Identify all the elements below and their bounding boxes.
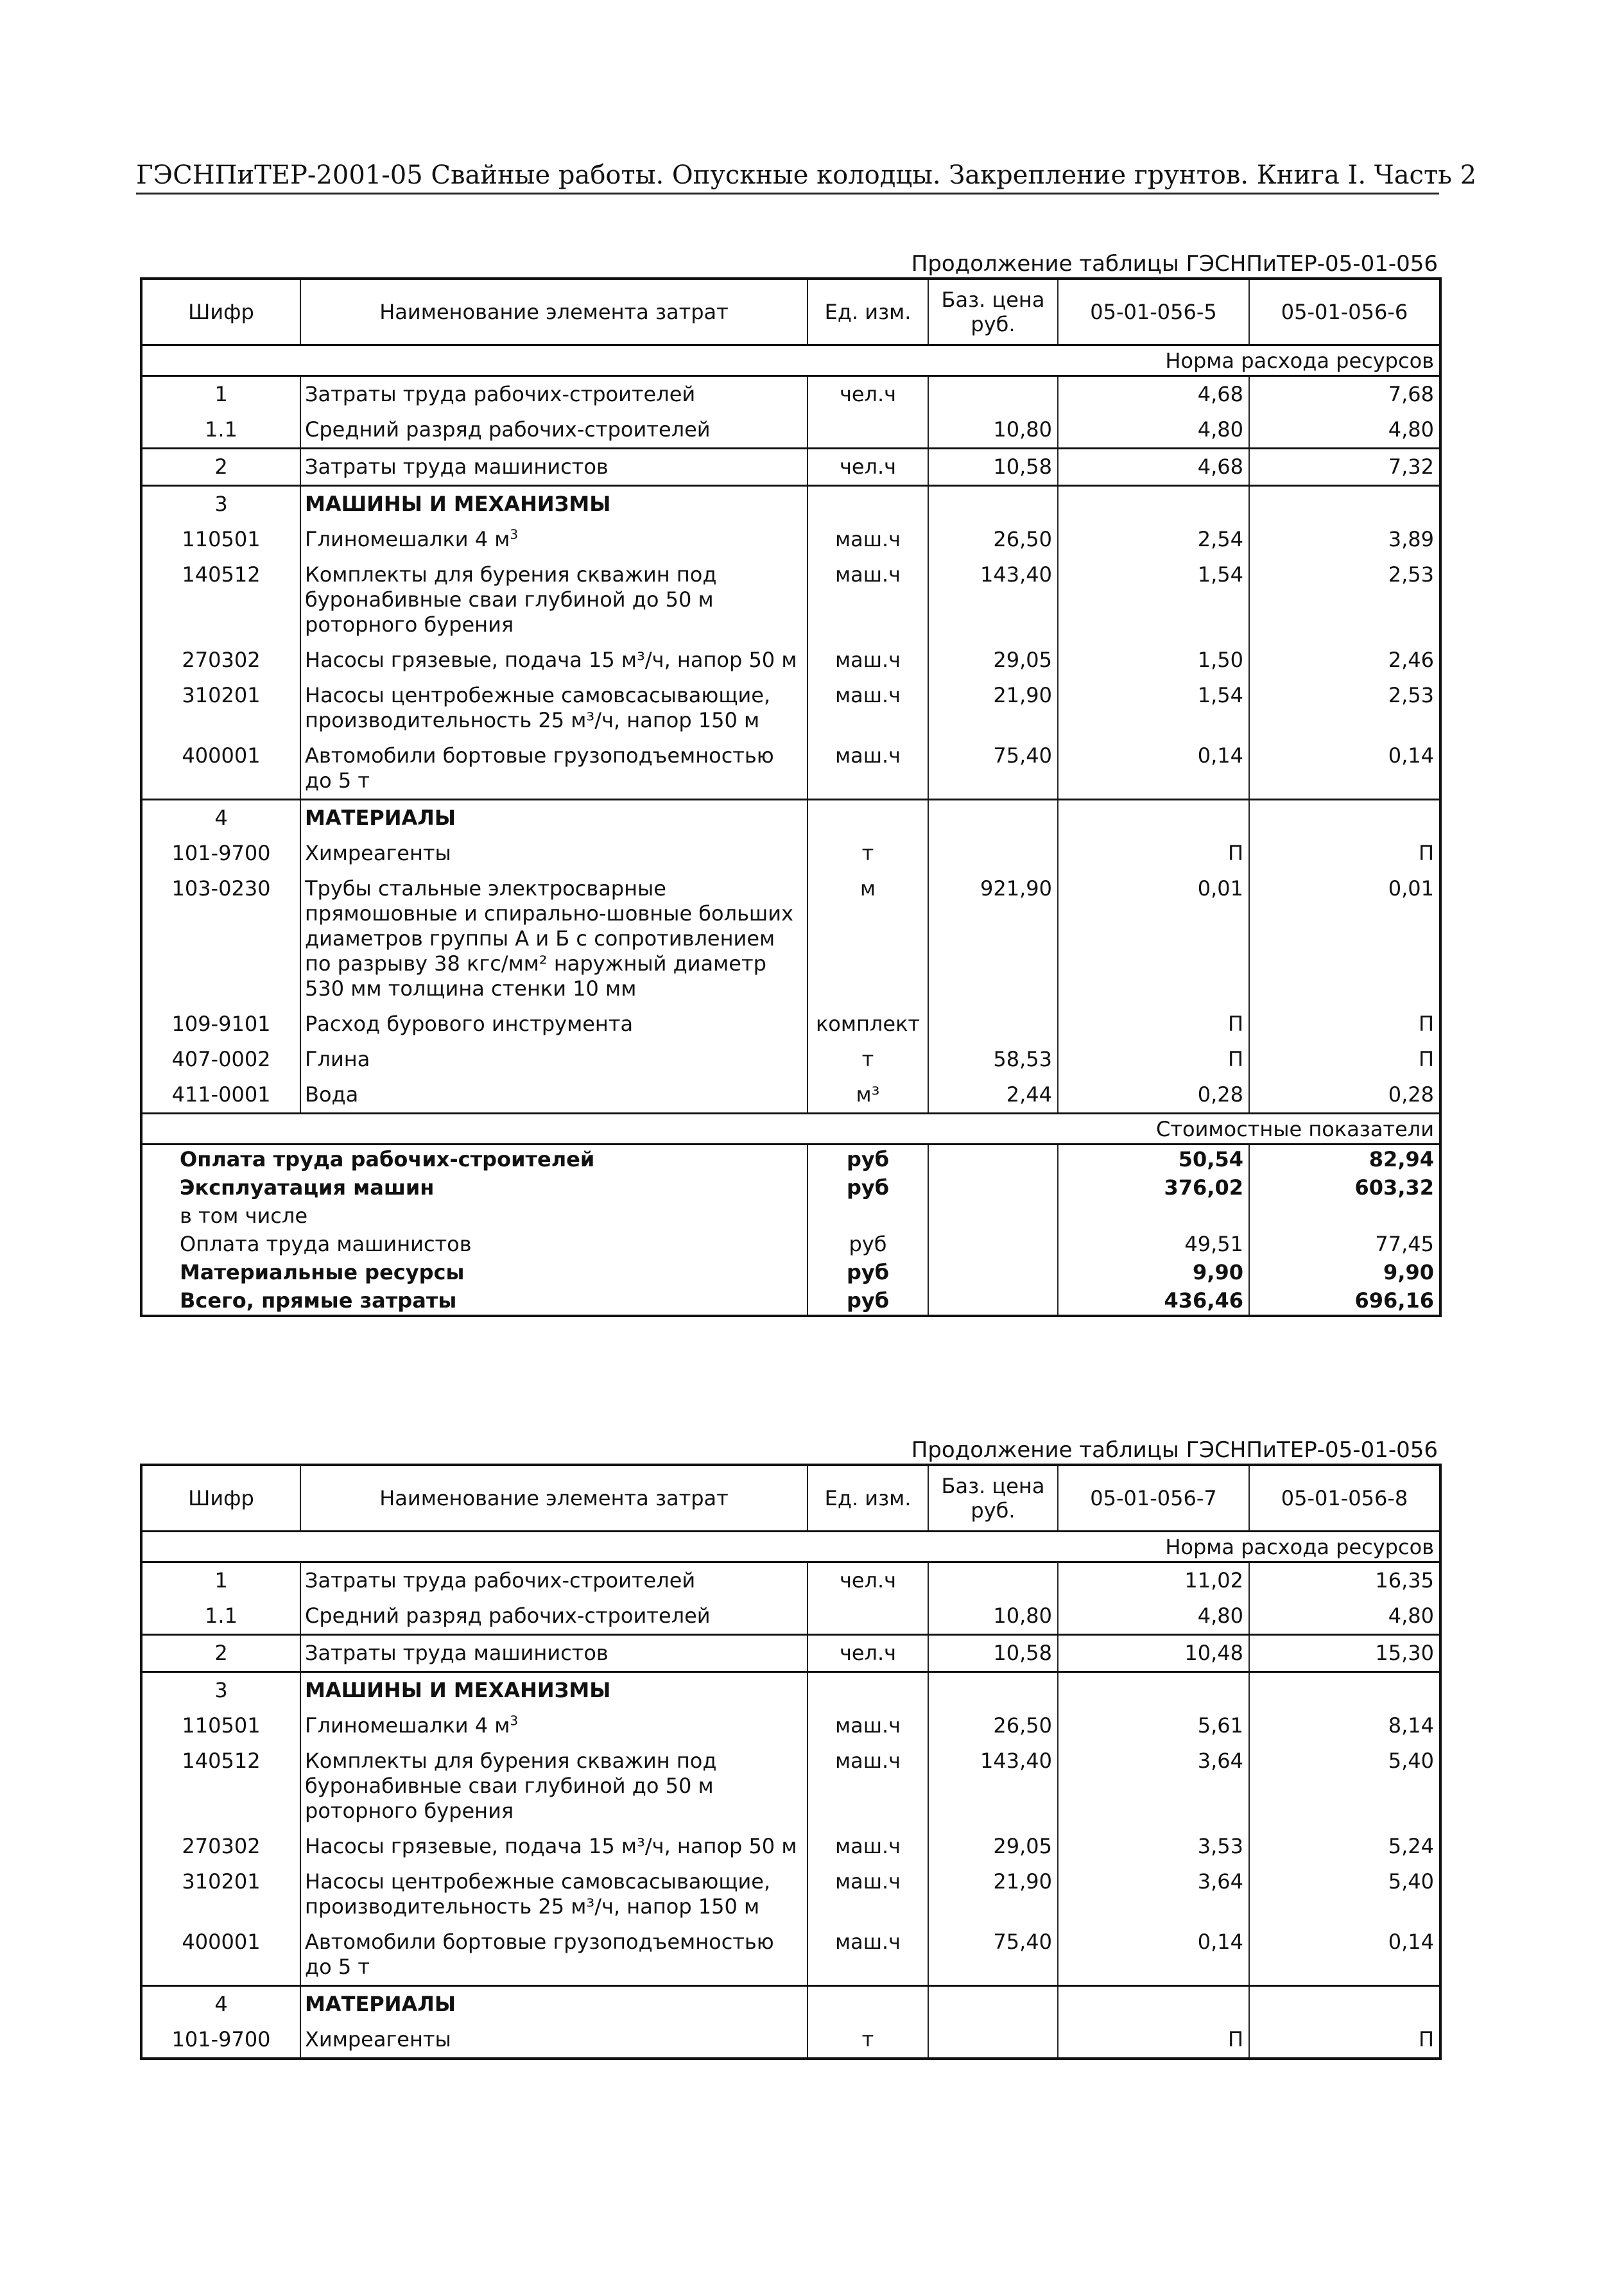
table-row xyxy=(141,1598,1440,1635)
row-name: Химреагенты xyxy=(300,2022,808,2059)
row-unit: маш.ч xyxy=(808,557,928,643)
section-label: Норма расхода ресурсов xyxy=(141,1532,1440,1562)
table-row xyxy=(141,871,1440,1007)
row-value-1: П xyxy=(1058,1007,1249,1042)
row-name: Химреагенты xyxy=(300,836,808,871)
row-price xyxy=(928,800,1058,836)
row-price: 21,90 xyxy=(928,1864,1058,1924)
table-row xyxy=(141,557,1440,643)
row-code: 101-9700 xyxy=(171,841,271,865)
cost-value-2: 82,94 xyxy=(1249,1145,1440,1174)
row-value-2: 0,01 xyxy=(1249,871,1440,1007)
row-name: МАШИНЫ И МЕХАНИЗМЫ xyxy=(300,1672,808,1709)
row-value-1: П xyxy=(1058,836,1249,871)
cost-name: Материальные ресурсы xyxy=(180,1260,465,1284)
row-name: Глиномешалки 4 $м^3$ xyxy=(300,522,808,557)
row-value-2: П xyxy=(1249,1007,1440,1042)
cost-unit: руб xyxy=(808,1173,928,1202)
row-price xyxy=(928,376,1058,413)
row-value-2: 15,30 xyxy=(1249,1635,1440,1672)
row-code: 1.1 xyxy=(205,417,238,442)
section-label: Стоимостные показатели xyxy=(141,1114,1440,1145)
row-value-1: П xyxy=(1058,1042,1249,1077)
table-row xyxy=(141,643,1440,678)
cost-price xyxy=(928,1286,1058,1316)
row-value-2: 5,40 xyxy=(1249,1864,1440,1924)
row-value-1: 4,80 xyxy=(1058,412,1249,449)
cost-row xyxy=(141,1230,1440,1258)
col-header-name: Наименование элемента затрат xyxy=(300,1465,808,1532)
row-name: Вода xyxy=(300,1077,808,1114)
row-value-2: 7,68 xyxy=(1249,376,1440,413)
row-value-2: П xyxy=(1249,836,1440,871)
col-header-c1: 05-01-056-7 xyxy=(1058,1465,1249,1532)
row-value-2: 0,28 xyxy=(1249,1077,1440,1114)
cost-price xyxy=(928,1145,1058,1174)
row-value-2: 0,14 xyxy=(1249,1924,1440,1986)
row-code: 310201 xyxy=(182,1869,261,1894)
row-price: 75,40 xyxy=(928,738,1058,800)
row-value-2 xyxy=(1249,800,1440,836)
table-row xyxy=(141,1562,1440,1599)
row-name: Средний разряд рабочих-строителей xyxy=(300,1598,808,1635)
row-value-2: 2,53 xyxy=(1249,557,1440,643)
row-name: Трубы стальные электросварные прямошовные и спирально-шовные больших диаметров группы А и Б с сопротивлением по разрыву 38 кгс/мм² наружный диаметр 530 мм толщина стенки 10 мм xyxy=(300,871,808,1007)
row-value-2: 4,80 xyxy=(1249,1598,1440,1635)
cost-unit: руб xyxy=(808,1230,928,1258)
table-row xyxy=(141,738,1440,800)
row-value-2 xyxy=(1249,1672,1440,1709)
row-value-1: 0,14 xyxy=(1058,1924,1249,1986)
cost-price xyxy=(928,1258,1058,1286)
row-price: 10,58 xyxy=(928,1635,1058,1672)
cost-value-2: 77,45 xyxy=(1249,1230,1440,1258)
cost-value-1: 49,51 xyxy=(1058,1230,1249,1258)
row-name: Насосы грязевые, подача 15 м³/ч, напор 50 м xyxy=(300,1829,808,1864)
row-unit xyxy=(808,486,928,523)
cost-row xyxy=(141,1258,1440,1286)
row-value-1 xyxy=(1058,486,1249,523)
row-name: Автомобили бортовые грузоподъемностью до 5 т xyxy=(300,738,808,800)
row-unit: чел.ч xyxy=(808,1635,928,1672)
row-unit: чел.ч xyxy=(808,1562,928,1599)
row-code: 101-9700 xyxy=(171,2027,271,2052)
row-code: 4 xyxy=(141,1986,300,2023)
row-unit: маш.ч xyxy=(808,643,928,678)
row-name: Расход бурового инструмента xyxy=(300,1007,808,1042)
row-unit: маш.ч xyxy=(808,1708,928,1743)
row-code: 411-0001 xyxy=(171,1082,271,1107)
row-price: 29,05 xyxy=(928,1829,1058,1864)
cost-name: Оплата труда машинистов xyxy=(180,1232,472,1256)
row-unit xyxy=(808,1986,928,2023)
cost-name: Оплата труда рабочих-строителей xyxy=(180,1147,595,1171)
table-row xyxy=(141,1708,1440,1743)
row-code: 4 xyxy=(141,800,300,836)
section-label: Норма расхода ресурсов xyxy=(141,345,1440,376)
row-unit: чел.ч xyxy=(808,376,928,413)
row-code: 109-9101 xyxy=(171,1012,271,1036)
row-value-2: 5,40 xyxy=(1249,1743,1440,1829)
row-value-1: 1,54 xyxy=(1058,557,1249,643)
row-price: 2,44 xyxy=(928,1077,1058,1114)
superscript-3: 3 xyxy=(510,526,519,542)
row-price xyxy=(928,1007,1058,1042)
row-unit: комплект xyxy=(808,1007,928,1042)
row-name: МАТЕРИАЛЫ xyxy=(300,800,808,836)
row-code: 103-0230 xyxy=(171,876,271,901)
row-name: Комплекты для бурения скважин под буронабивные сваи глубиной до 50 м роторного бурения xyxy=(300,557,808,643)
row-name: Затраты труда рабочих-строителей xyxy=(300,376,808,413)
row-code: 3 xyxy=(141,486,300,523)
table-row xyxy=(141,1986,1440,2023)
row-code: 400001 xyxy=(182,743,261,768)
row-code: 270302 xyxy=(182,1834,261,1858)
row-value-1: 0,28 xyxy=(1058,1077,1249,1114)
row-name: Насосы центробежные самовсасывающие, производительность 25 м³/ч, напор 150 м xyxy=(300,1864,808,1924)
row-unit: м³ xyxy=(808,1077,928,1114)
cost-name: Всего, прямые затраты xyxy=(180,1288,457,1313)
row-name: Комплекты для бурения скважин под буронабивные сваи глубиной до 50 м роторного бурения xyxy=(300,1743,808,1829)
row-unit: м xyxy=(808,871,928,1007)
row-price: 26,50 xyxy=(928,522,1058,557)
table-row xyxy=(141,486,1440,523)
row-price xyxy=(928,836,1058,871)
row-unit: маш.ч xyxy=(808,522,928,557)
row-price xyxy=(928,1672,1058,1709)
cost-value-1: 9,90 xyxy=(1058,1258,1249,1286)
table-row xyxy=(141,2022,1440,2059)
row-value-1: 1,54 xyxy=(1058,678,1249,738)
row-name: Насосы грязевые, подача 15 м³/ч, напор 50 м xyxy=(300,643,808,678)
table-row xyxy=(141,1924,1440,1986)
row-price: 75,40 xyxy=(928,1924,1058,1986)
row-price xyxy=(928,486,1058,523)
table-row xyxy=(141,1007,1440,1042)
row-name: Автомобили бортовые грузоподъемностью до 5 т xyxy=(300,1924,808,1986)
row-price: 21,90 xyxy=(928,678,1058,738)
row-unit xyxy=(808,1598,928,1635)
row-unit xyxy=(808,1672,928,1709)
table-block-2 xyxy=(140,1437,1439,2060)
row-value-1: 0,01 xyxy=(1058,871,1249,1007)
col-header-code: Шифр xyxy=(141,1465,300,1532)
row-price: 921,90 xyxy=(928,871,1058,1007)
cost-name: в том числе xyxy=(180,1204,307,1228)
table-row xyxy=(141,1672,1440,1709)
cost-value-1: 376,02 xyxy=(1058,1173,1249,1202)
header-rule xyxy=(136,193,1439,194)
row-price: 10,58 xyxy=(928,449,1058,486)
row-value-2: 16,35 xyxy=(1249,1562,1440,1599)
cost-value-1: 50,54 xyxy=(1058,1145,1249,1174)
row-unit: т xyxy=(808,1042,928,1077)
col-header-name: Наименование элемента затрат xyxy=(300,279,808,345)
row-name: Насосы центробежные самовсасывающие, производительность 25 м³/ч, напор 150 м xyxy=(300,678,808,738)
row-name: Затраты труда машинистов xyxy=(300,449,808,486)
row-price: 143,40 xyxy=(928,1743,1058,1829)
row-value-2: 7,32 xyxy=(1249,449,1440,486)
row-value-2: 4,80 xyxy=(1249,412,1440,449)
cost-name: Эксплуатация машин xyxy=(180,1175,435,1200)
table-row xyxy=(141,1077,1440,1114)
table-row xyxy=(141,449,1440,486)
row-price: 10,80 xyxy=(928,1598,1058,1635)
row-name: МАШИНЫ И МЕХАНИЗМЫ xyxy=(300,486,808,523)
row-value-1: 4,80 xyxy=(1058,1598,1249,1635)
row-code: 1 xyxy=(214,1568,228,1593)
col-header-code: Шифр xyxy=(141,279,300,345)
row-value-1 xyxy=(1058,1986,1249,2023)
row-code: 2 xyxy=(141,449,300,486)
row-price xyxy=(928,2022,1058,2059)
section-row xyxy=(141,345,1440,376)
table-row xyxy=(141,412,1440,449)
row-name: МАТЕРИАЛЫ xyxy=(300,1986,808,2023)
cost-unit: руб xyxy=(808,1286,928,1316)
row-code: 270302 xyxy=(182,648,261,672)
row-value-1: 3,64 xyxy=(1058,1864,1249,1924)
row-value-2: 3,89 xyxy=(1249,522,1440,557)
row-price xyxy=(928,1562,1058,1599)
col-header-unit: Ед. изм. xyxy=(808,279,928,345)
row-price: 58,53 xyxy=(928,1042,1058,1077)
cost-unit: руб xyxy=(808,1145,928,1174)
row-value-2: 8,14 xyxy=(1249,1708,1440,1743)
row-value-1: 2,54 xyxy=(1058,522,1249,557)
row-unit: маш.ч xyxy=(808,1743,928,1829)
col-header-unit: Ед. изм. xyxy=(808,1465,928,1532)
table-header-row xyxy=(141,1465,1440,1532)
row-value-1: 5,61 xyxy=(1058,1708,1249,1743)
cost-row xyxy=(141,1173,1440,1202)
row-unit: маш.ч xyxy=(808,1829,928,1864)
row-value-2 xyxy=(1249,486,1440,523)
cost-row xyxy=(141,1202,1440,1230)
row-unit xyxy=(808,412,928,449)
row-value-2: 2,46 xyxy=(1249,643,1440,678)
row-value-2: 2,53 xyxy=(1249,678,1440,738)
row-unit xyxy=(808,800,928,836)
resource-table-1 xyxy=(140,277,1442,1317)
cost-value-2: 603,32 xyxy=(1249,1173,1440,1202)
col-header-price: Баз. цена руб. xyxy=(928,1465,1058,1532)
table-block-1 xyxy=(140,250,1439,1317)
row-unit: маш.ч xyxy=(808,1924,928,1986)
row-value-1 xyxy=(1058,1672,1249,1709)
row-code: 1 xyxy=(214,382,228,406)
row-name: Средний разряд рабочих-строителей xyxy=(300,412,808,449)
table-row xyxy=(141,1635,1440,1672)
row-unit: т xyxy=(808,2022,928,2059)
page-header: ГЭСНПиТЕР-2001-05 Свайные работы. Опускные колодцы. Закрепление грунтов. Книга I. Часть 2 xyxy=(136,160,1477,190)
row-value-1: 4,68 xyxy=(1058,376,1249,413)
table-row xyxy=(141,1829,1440,1864)
row-code: 2 xyxy=(141,1635,300,1672)
section-row xyxy=(141,1532,1440,1562)
section-row xyxy=(141,1114,1440,1145)
row-unit: чел.ч xyxy=(808,449,928,486)
row-name: Затраты труда машинистов xyxy=(300,1635,808,1672)
table-header-row xyxy=(141,279,1440,345)
row-name: Глина xyxy=(300,1042,808,1077)
table-row xyxy=(141,678,1440,738)
table-row xyxy=(141,1864,1440,1924)
row-code: 110501 xyxy=(182,1713,261,1738)
cost-price xyxy=(928,1173,1058,1202)
superscript-3: 3 xyxy=(510,1713,519,1729)
table-caption: Продолжение таблицы ГЭСНПиТЕР-05-01-056 xyxy=(911,251,1438,277)
row-code: 407-0002 xyxy=(171,1047,271,1071)
row-code: 140512 xyxy=(182,562,261,587)
row-price: 29,05 xyxy=(928,643,1058,678)
row-code: 400001 xyxy=(182,1930,261,1954)
table-caption: Продолжение таблицы ГЭСНПиТЕР-05-01-056 xyxy=(911,1437,1438,1463)
row-price xyxy=(928,1986,1058,2023)
row-price: 26,50 xyxy=(928,1708,1058,1743)
row-name: Глиномешалки 4 $м^3$ xyxy=(300,1708,808,1743)
table-row xyxy=(141,1743,1440,1829)
resource-table-2 xyxy=(140,1464,1442,2060)
cost-value-1 xyxy=(1058,1202,1249,1230)
cost-price xyxy=(928,1202,1058,1230)
table-row xyxy=(141,1042,1440,1077)
cost-unit: руб xyxy=(808,1258,928,1286)
row-unit: маш.ч xyxy=(808,738,928,800)
row-value-1: 3,53 xyxy=(1058,1829,1249,1864)
cost-value-2 xyxy=(1249,1202,1440,1230)
row-value-1: 3,64 xyxy=(1058,1743,1249,1829)
row-code: 1.1 xyxy=(205,1603,238,1628)
row-name: Затраты труда рабочих-строителей xyxy=(300,1562,808,1599)
row-unit: маш.ч xyxy=(808,678,928,738)
row-price: 10,80 xyxy=(928,412,1058,449)
row-unit: маш.ч xyxy=(808,1864,928,1924)
row-value-2: 0,14 xyxy=(1249,738,1440,800)
cost-value-2: 696,16 xyxy=(1249,1286,1440,1316)
table-row xyxy=(141,522,1440,557)
col-header-c2: 05-01-056-6 xyxy=(1249,279,1440,345)
table-row xyxy=(141,836,1440,871)
row-value-2: 5,24 xyxy=(1249,1829,1440,1864)
cost-row xyxy=(141,1286,1440,1316)
row-code: 140512 xyxy=(182,1749,261,1773)
row-value-2 xyxy=(1249,1986,1440,2023)
row-value-2: П xyxy=(1249,1042,1440,1077)
cost-price xyxy=(928,1230,1058,1258)
cost-row xyxy=(141,1145,1440,1174)
col-header-price: Баз. цена руб. xyxy=(928,279,1058,345)
col-header-c2: 05-01-056-8 xyxy=(1249,1465,1440,1532)
row-value-1: 10,48 xyxy=(1058,1635,1249,1672)
row-value-1: 0,14 xyxy=(1058,738,1249,800)
cost-unit xyxy=(808,1202,928,1230)
row-price: 143,40 xyxy=(928,557,1058,643)
row-value-1: 11,02 xyxy=(1058,1562,1249,1599)
row-code: 3 xyxy=(141,1672,300,1709)
cost-value-1: 436,46 xyxy=(1058,1286,1249,1316)
row-code: 110501 xyxy=(182,527,261,551)
col-header-c1: 05-01-056-5 xyxy=(1058,279,1249,345)
row-value-2: П xyxy=(1249,2022,1440,2059)
cost-value-2: 9,90 xyxy=(1249,1258,1440,1286)
table-row xyxy=(141,376,1440,413)
row-value-1: 4,68 xyxy=(1058,449,1249,486)
row-value-1 xyxy=(1058,800,1249,836)
row-value-1: П xyxy=(1058,2022,1249,2059)
row-unit: т xyxy=(808,836,928,871)
row-value-1: 1,50 xyxy=(1058,643,1249,678)
table-row xyxy=(141,800,1440,836)
row-code: 310201 xyxy=(182,683,261,707)
